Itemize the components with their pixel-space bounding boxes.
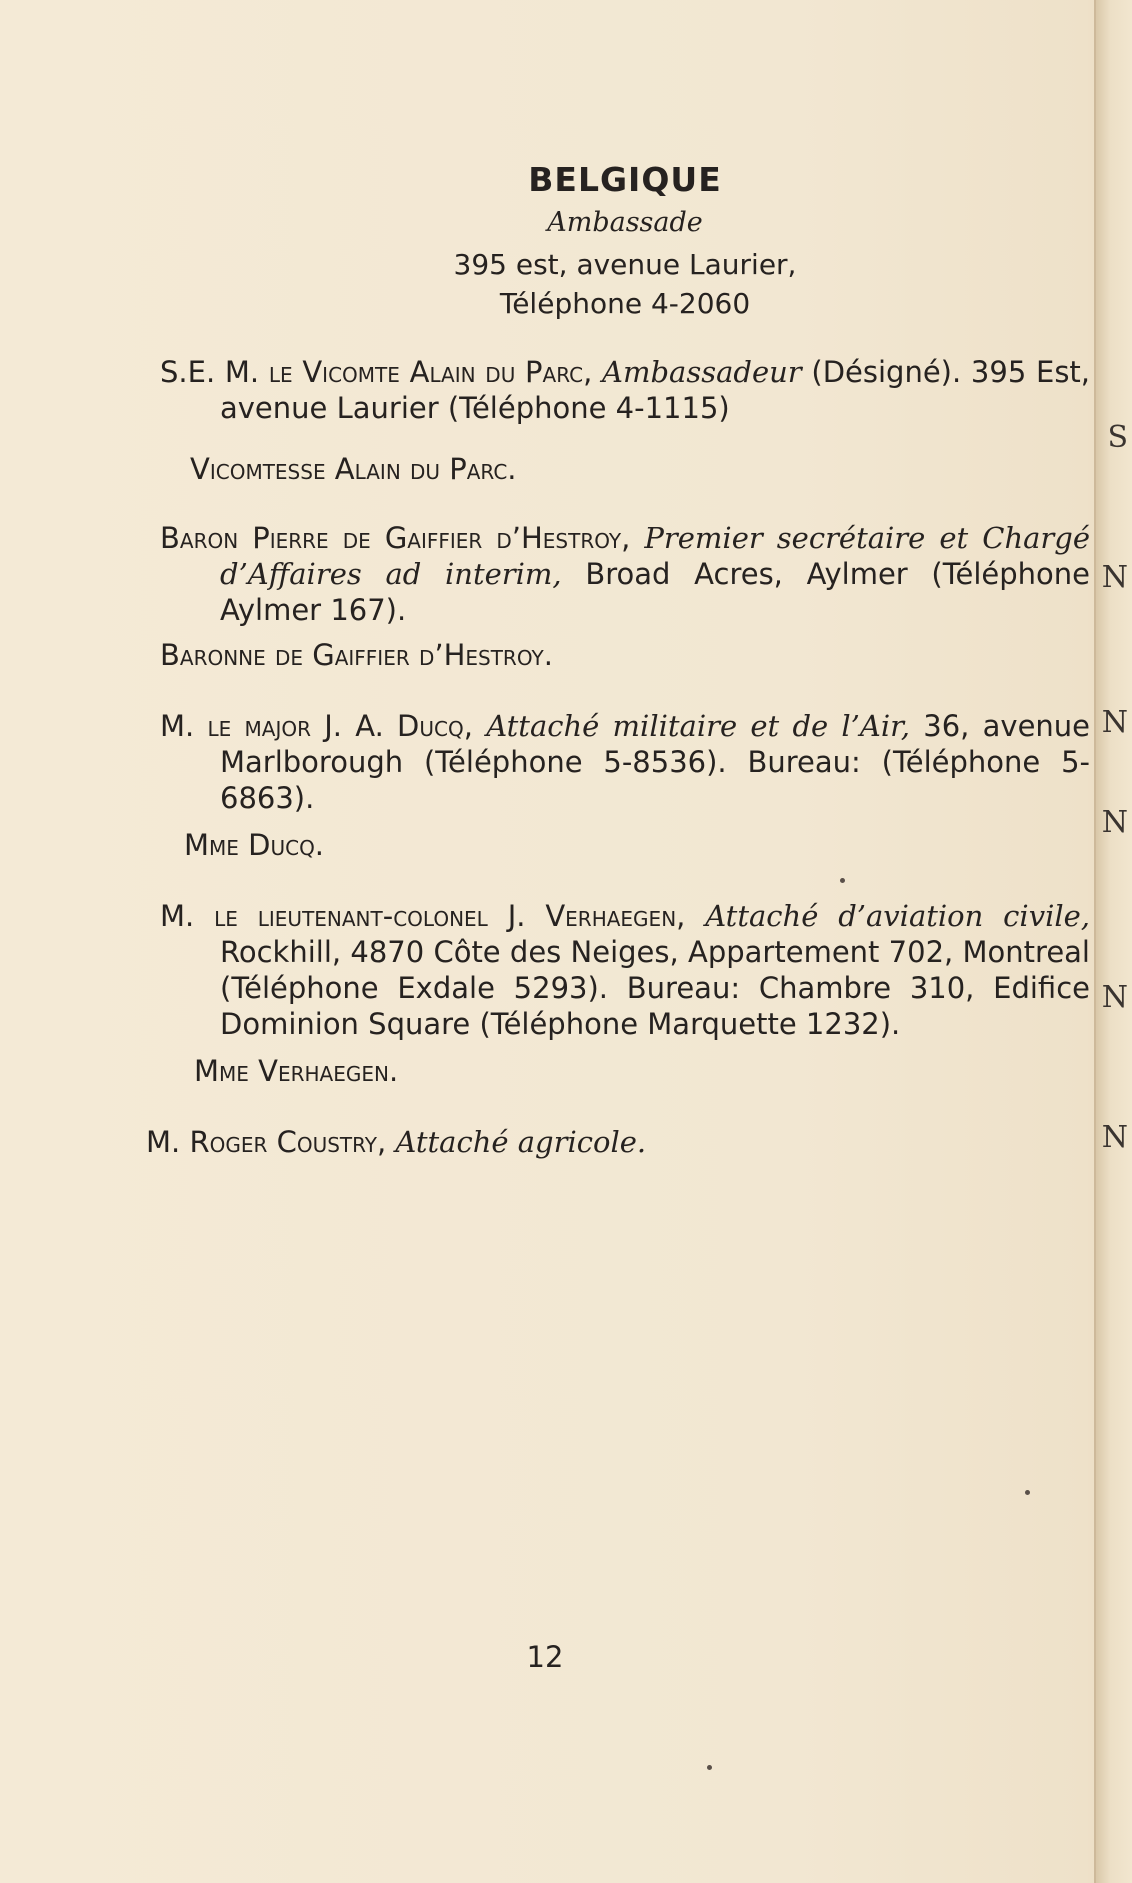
entry-first-secretary: Baron Pierre de Gaiffier d’Hestroy, Premier secrétaire et Chargé d’Affaires ad interim, Broad Acres, Aylmer (Téléphone Aylmer 167). (160, 521, 1091, 627)
spouse-line: Mme Ducq. (184, 828, 325, 862)
entry-military-attache: M. le major J. A. Ducq, Attaché militaire et de l’Air, 36, avenue Marlborough (Téléphone 5-8536). Bureau: (Téléphone 5-6863). (160, 709, 1091, 815)
embassy-label: Ambassade (547, 207, 703, 238)
entry-agricultural-attache: M. Roger Coustry, Attaché agricole. (146, 1125, 647, 1159)
edge-fragment: N (1101, 560, 1128, 595)
embassy-address: 395 est, avenue Laurier, (453, 248, 797, 281)
page-gutter (1094, 0, 1132, 1883)
edge-fragment: N (1101, 1120, 1128, 1155)
spouse-line: Baronne de Gaiffier d’Hestroy. (160, 638, 553, 672)
directory-content (146, 160, 1091, 1160)
country-heading: BELGIQUE (528, 160, 722, 199)
edge-fragment: N (1101, 805, 1128, 840)
entry-ambassador: S.E. M. le Vicomte Alain du Parc, Ambassadeur (Désigné). 395 Est, avenue Laurier (Téléphone 4-1115) (160, 355, 1091, 425)
edge-fragment: S (1107, 420, 1128, 455)
edge-fragment: N (1101, 705, 1128, 740)
embassy-phone: Téléphone 4-2060 (499, 287, 751, 320)
ink-speck (840, 878, 845, 883)
ink-speck (1025, 1490, 1030, 1495)
page-number: 12 (526, 1640, 564, 1674)
spouse-line: Vicomtesse Alain du Parc. (190, 452, 517, 486)
ink-speck (707, 1765, 712, 1770)
spouse-line: Mme Verhaegen. (194, 1054, 399, 1088)
entry-civil-aviation-attache: M. le lieutenant-colonel J. Verhaegen, Attaché d’aviation civile, Rockhill, 4870 Côte des Neiges, Appartement 702, Montreal (Téléphone Exdale 5293). Bureau: Chambre 310, Edifice Dominion Square (Téléphone Marquette 1232). (160, 899, 1091, 1041)
edge-fragment: N (1101, 980, 1128, 1015)
